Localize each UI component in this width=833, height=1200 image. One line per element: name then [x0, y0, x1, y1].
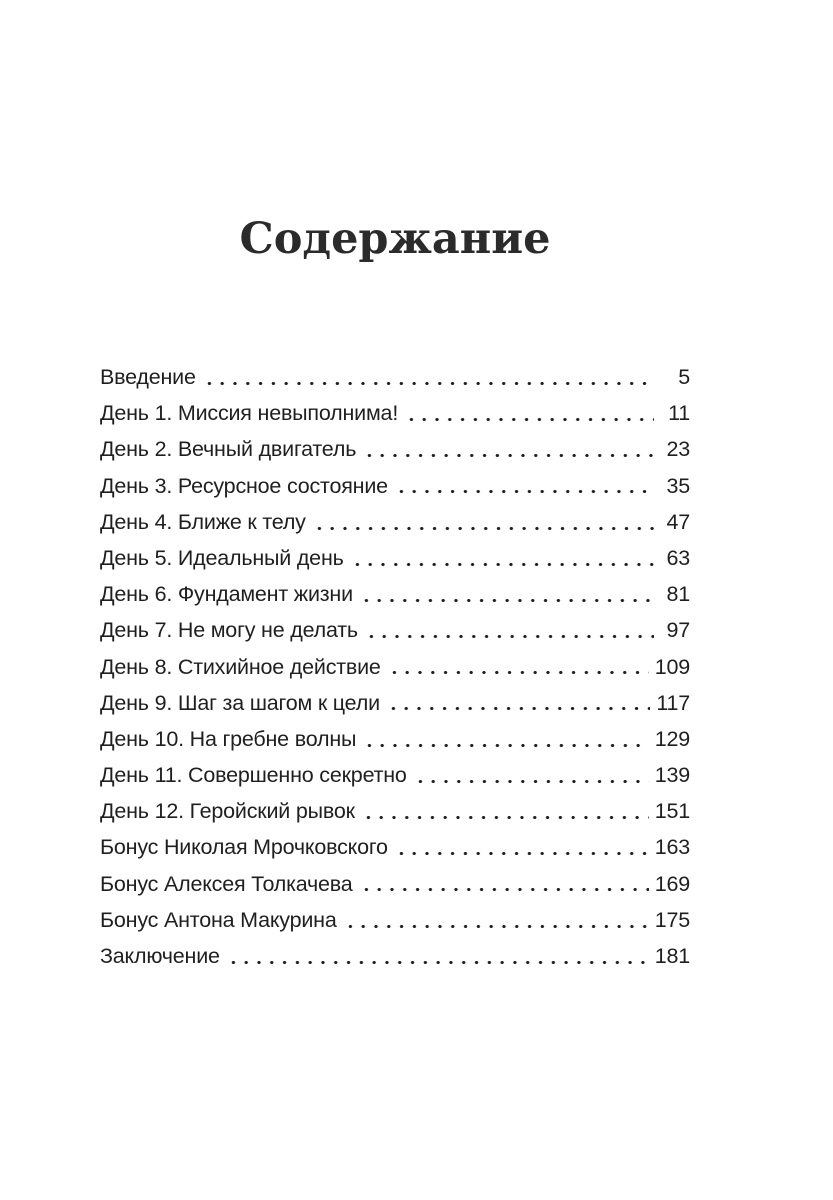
dot-leader [227, 938, 649, 974]
toc-entry [100, 612, 690, 648]
toc-entry-page: 129 [654, 726, 690, 751]
page-title: Содержание [239, 214, 551, 264]
dot-leader [395, 468, 654, 504]
toc-entry-title: День 7. Не могу не делать [100, 618, 358, 643]
dot-leader [344, 902, 649, 938]
toc-entry-title: Введение [100, 365, 196, 389]
toc-entry-title: День 9. Шаг за шагом к цели [100, 690, 380, 715]
toc-entry-page: 175 [654, 907, 690, 932]
toc-entry [100, 540, 690, 576]
toc-entry [100, 431, 690, 467]
toc-entry-title: День 12. Геройский рывок [100, 799, 355, 824]
toc-entry-title: День 10. На гребне волны [100, 726, 357, 751]
dot-leader [387, 685, 650, 721]
toc-entry [100, 395, 690, 431]
toc-entry-title: День 8. Стихийное действие [100, 654, 381, 679]
dot-leader [363, 431, 654, 467]
toc-entry [100, 468, 690, 504]
dot-leader [362, 793, 649, 829]
dot-leader [360, 576, 654, 612]
dot-leader [203, 359, 654, 395]
toc-entry-title: День 6. Фундамент жизни [100, 582, 353, 607]
dot-leader [313, 504, 654, 540]
toc-entry [100, 721, 690, 757]
toc-entry-page: 81 [666, 582, 690, 607]
dot-leader [388, 649, 649, 685]
toc-entry-page: 47 [666, 509, 690, 534]
toc-list [100, 359, 690, 974]
toc-entry-title: Бонус Алексея Толкачева [100, 871, 353, 896]
dot-leader [414, 757, 649, 793]
dot-leader [363, 721, 648, 757]
toc-entry-page: 5 [678, 365, 690, 389]
toc-entry [100, 866, 690, 902]
toc-entry-page: 181 [654, 944, 690, 968]
toc-entry-title: Заключение [100, 944, 220, 968]
dot-leader [360, 866, 649, 902]
dot-leader [365, 612, 654, 648]
toc-entry [100, 685, 690, 721]
toc-entry [100, 649, 690, 685]
toc-entry-title: День 2. Вечный двигатель [100, 437, 357, 462]
toc-entry [100, 902, 690, 938]
toc-entry [100, 829, 690, 865]
dot-leader [395, 829, 649, 865]
toc-entry-title: День 1. Миссия невыполнима! [100, 401, 399, 426]
toc-entry-title: Бонус Николая Мрочковского [100, 835, 388, 860]
toc-entry-title: День 3. Ресурсное состояние [100, 473, 388, 498]
toc-entry [100, 938, 690, 974]
toc-entry-title: День 5. Идеальный день [100, 545, 344, 570]
toc-entry-page: 23 [666, 437, 690, 462]
toc-entry-title: День 11. Совершенно секретно [100, 763, 407, 788]
toc-entry [100, 757, 690, 793]
toc-entry [100, 359, 690, 395]
toc-entry-page: 11 [668, 401, 690, 426]
toc-entry-page: 139 [654, 763, 690, 788]
toc-entry-page: 117 [656, 690, 690, 715]
toc-entry-page: 151 [654, 799, 690, 824]
toc-entry [100, 793, 690, 829]
toc-entry-page: 163 [654, 835, 690, 860]
dot-leader [351, 540, 654, 576]
toc-entry-page: 63 [666, 545, 690, 570]
toc-entry-page: 35 [666, 473, 690, 498]
toc-entry-page: 97 [666, 618, 690, 643]
toc-entry-page: 169 [654, 871, 690, 896]
toc-entry-page: 109 [654, 654, 690, 679]
toc-entry-title: Бонус Антона Макурина [100, 907, 337, 932]
toc-entry-title: День 4. Ближе к телу [100, 509, 306, 534]
toc-entry [100, 576, 690, 612]
toc-entry [100, 504, 690, 540]
dot-leader [405, 395, 654, 431]
